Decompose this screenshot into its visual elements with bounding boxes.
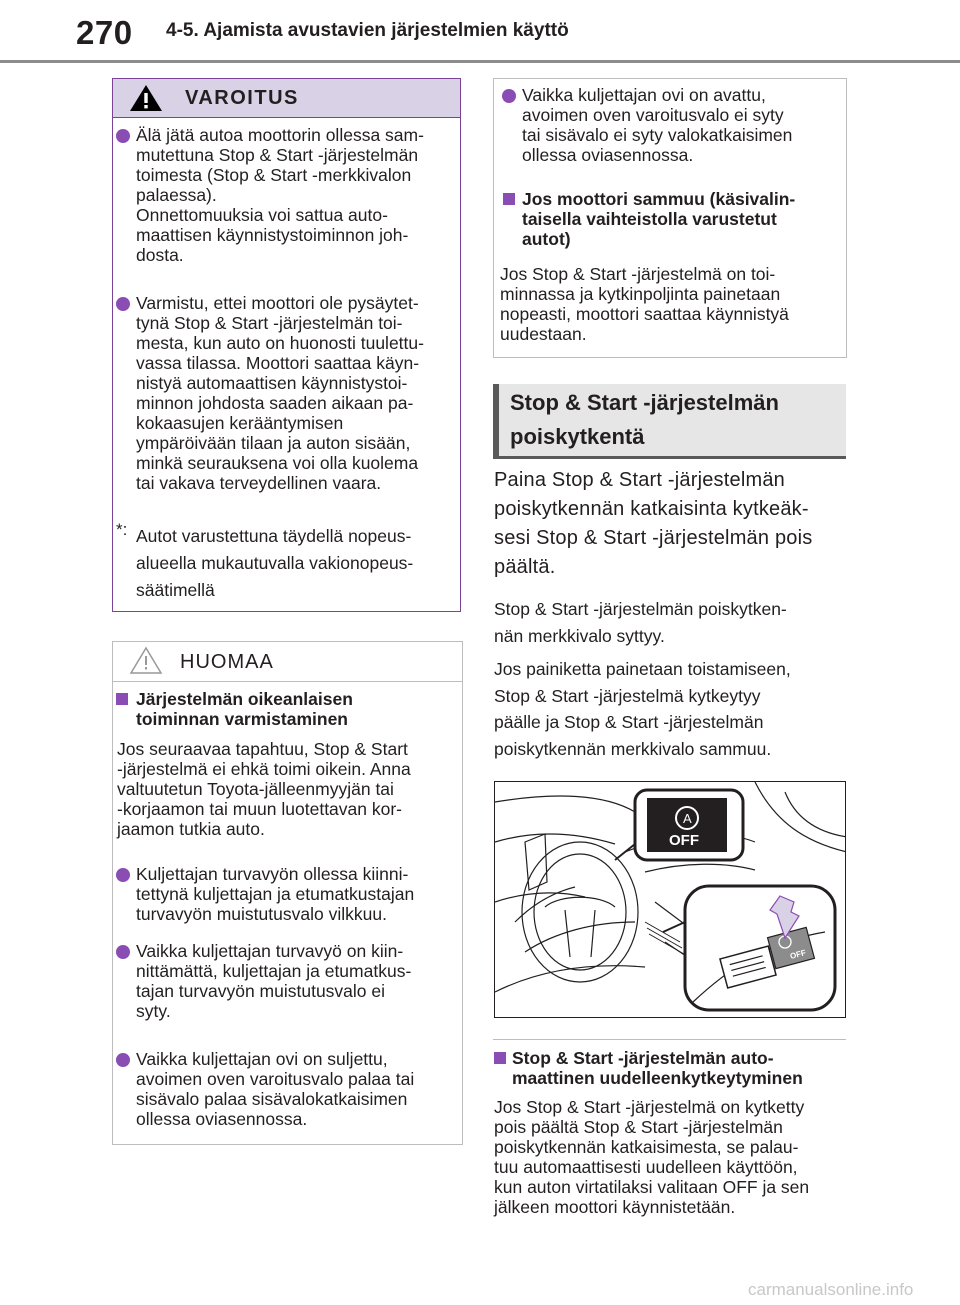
subsection-heading: Stop & Start -järjestelmän auto- maattinen uudelleenkytkeytyminen xyxy=(512,1048,803,1088)
notice-intro: Jos seuraavaa tapahtuu, Stop & Start -järjestelmä ei ehkä toimi oikein. Anna valtuutetun Toyota-jälleenmyyjän tai -korjaamon tai muun luotettavan kor- jaamon tutkia auto. xyxy=(117,739,411,839)
dashboard-drawing xyxy=(495,782,846,1018)
header-divider xyxy=(0,60,960,63)
instruction-text: Paina Stop & Start -järjestelmän poiskytkennän katkaisinta kytkeäk- sesi Stop & Start -järjestelmän pois päältä. xyxy=(494,469,813,578)
footnote-mark: *: xyxy=(116,520,128,539)
watermark: carmanualsonline.info xyxy=(748,1280,914,1299)
notice-item-1: Kuljettajan turvavyön ollessa kiinni- tettynä kuljettajan ja etumatkustajan turvavyön muistutusvalo vilkkuu. xyxy=(136,864,415,924)
bullet-icon xyxy=(502,89,516,103)
notice-item-3: Vaikka kuljettajan ovi on suljettu, avoimen oven varoitusvalo palaa tai sisävalo palaa sisävalokatkaisimen ollessa oviasennossa. xyxy=(136,1049,415,1129)
warning-title: VAROITUS xyxy=(185,87,299,109)
subsection-body: Jos Stop & Start -järjestelmä on kytketty pois päältä Stop & Start -järjestelmän poiskytkennän katkaisimesta, se palau- tuu automaattisesti uudelleen käyttöön, kun auton virtatilaksi valitaan OFF ja sen jälkeen moottori käynnistetään. xyxy=(494,1097,810,1217)
section-banner-rule xyxy=(493,456,846,459)
notice-title: HUOMAA xyxy=(180,651,274,673)
square-bullet-icon xyxy=(116,693,128,705)
notice-separator xyxy=(113,681,462,682)
page-number: 270 xyxy=(76,14,133,51)
section-banner-bar xyxy=(493,384,499,456)
warning-footnote: Autot varustettuna täydellä nopeus- alueella mukautuvalla vakionopeus- säätimellä xyxy=(136,526,414,600)
square-bullet-icon xyxy=(494,1052,506,1064)
square-bullet-icon xyxy=(503,193,515,205)
subsection-rule xyxy=(493,1039,846,1040)
bullet-icon xyxy=(116,129,130,143)
caution-triangle-icon xyxy=(129,645,163,675)
section-title: 4-5. Ajamista avustavien järjestelmien käyttö xyxy=(166,20,569,41)
warning-item-1: Älä jätä autoa moottorin ollessa sam- mutettuna Stop & Start -järjestelmän toimesta (Stop & Start -merkkivalon palaessa). Onnettomuuksia voi sattua auto- maattisen käynnistystoiminnon joh- dosta. xyxy=(136,125,424,265)
bullet-icon xyxy=(116,945,130,959)
section-heading: Stop & Start -järjestelmän poiskytkentä xyxy=(510,390,779,449)
dashboard-illustration xyxy=(494,781,846,1018)
warning-separator xyxy=(113,117,460,118)
notice-item-2: Vaikka kuljettajan turvavyö on kiin- nittämättä, kuljettajan ja etumatkus- tajan turvavyön muistutusvalo ei syty. xyxy=(136,941,412,1021)
switch-off-label: OFF xyxy=(789,948,807,961)
bullet-icon xyxy=(116,868,130,882)
result-text-1: Stop & Start -järjestelmän poiskytken- nän merkkivalo syttyy. xyxy=(494,599,787,646)
bullet-icon xyxy=(116,297,130,311)
svg-text:A: A xyxy=(683,811,692,826)
continued-item: Vaikka kuljettajan ovi on avattu, avoimen oven varoitusvalo ei syty tai sisävalo ei syty valokatkaisimen ollessa oviasennossa. xyxy=(522,85,793,165)
result-text-2: Jos painiketta painetaan toistamiseen, Stop & Start -järjestelmä kytkeytyy päälle ja Stop & Start -järjestelmän poiskytkennän merkkivalo sammuu. xyxy=(494,659,791,759)
indicator-off-label: OFF xyxy=(669,832,699,849)
continued-body: Jos Stop & Start -järjestelmä on toi- minnassa ja kytkinpoljinta painetaan nopeasti, moottori saattaa käynnistyä uudestaan. xyxy=(500,264,789,344)
warning-item-2: Varmistu, ettei moottori ole pysäytet- tynä Stop & Start -järjestelmän toi- mesta, kun auto on huonosti tuulettu- vassa tilassa. Moottori saattaa käyn- nistyä automaattisen käynnistystoi- minnon johdosta saaden aikaan pa- kokaasujen kerääntymisen ympäröivään tilaan ja auton sisään, minkä seurauksena voi olla kuolema tai vakava terveydellinen vaara. xyxy=(136,293,424,493)
bullet-icon xyxy=(116,1053,130,1067)
warning-triangle-icon xyxy=(128,83,164,113)
notice-heading: Järjestelmän oikeanlaisen toiminnan varmistaminen xyxy=(136,689,353,729)
continued-heading: Jos moottori sammuu (käsivalin- taisella vaihteistolla varustetut autot) xyxy=(522,189,796,249)
